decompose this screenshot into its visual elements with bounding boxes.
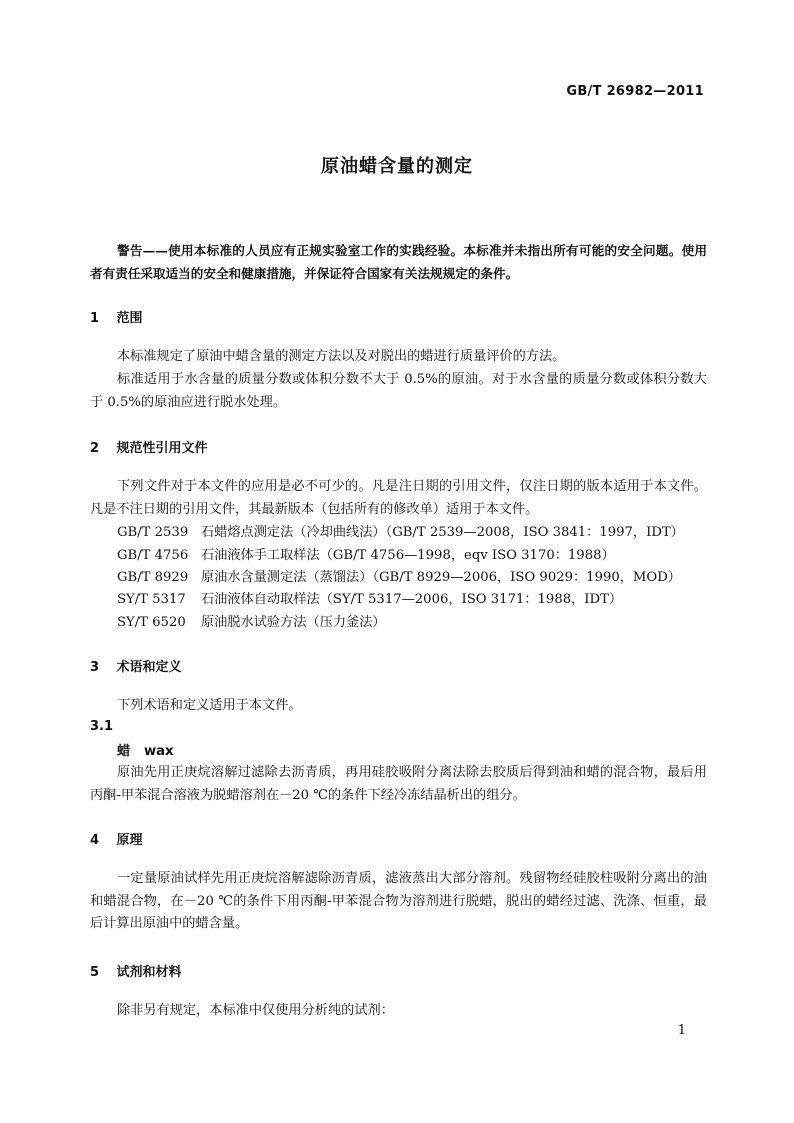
section-number: 4 [90,833,100,848]
term-chinese: 蜡 [117,744,131,759]
section-title: 原理 [116,833,143,848]
warning-text: 警告——使用本标准的人员应有正规实验室工作的实践经验。本标准并未指出所有可能的安全问题。使用者有责任采取适当的安全和健康措施，并保证符合国家有关法规规定的条件。 [90,243,707,281]
reference-code: GB/T 2539 [117,525,189,540]
section-1-heading [90,307,143,326]
section-1-paragraph-2: 标准适用于水含量的质量分数或体积分数不大于 0.5%的原油。对于水含量的质量分数或体积分数大于 0.5%的原油应进行脱水处理。 [90,372,707,410]
reference-row [117,588,622,607]
section-4-heading [90,829,143,848]
reference-code: GB/T 4756 [117,548,189,563]
section-5-paragraph-1: 除非另有规定，本标准中仅使用分析纯的试剂： [117,1003,394,1018]
reference-row [117,566,681,585]
reference-title: 石油液体手工取样法（GB/T 4756—1998，eqv ISO 3170：1988） [201,548,615,563]
page-number: 1 [677,1023,686,1038]
reference-title: 原油水含量测定法（蒸馏法）（GB/T 8929—2006，ISO 9029：1990，MOD） [201,570,681,585]
section-title: 范围 [116,311,143,326]
reference-code: SY/T 5317 [117,592,186,607]
section-4-paragraph-1: 一定量原油试样先用正庚烷溶解滤除沥青质，滤液蒸出大部分溶剂。残留物经硅胶柱吸附分离出的油和蜡混合物，在－20 ℃的条件下用丙酮-甲苯混合物为溶剂进行脱蜡，脱出的蜡经过滤、洗涤、恒重，最后计算出原油中的蜡含量。 [90,871,707,931]
section-number: 3 [90,660,100,675]
reference-title: 石蜡熔点测定法（冷却曲线法）（GB/T 2539—2008，ISO 3841：1997，IDT） [201,525,684,540]
reference-row [117,544,615,563]
section-2-paragraph-1: 下列文件对于本文件的应用是必不可少的。凡是注日期的引用文件，仅注日期的版本适用于本文件。凡是不注日期的引用文件，其最新版本（包括所有的修改单）适用于本文件。 [90,479,707,517]
term-english: wax [143,744,174,759]
reference-row [117,611,386,630]
document-title: 原油蜡含量的测定 [321,156,473,177]
subsection-number: 3.1 [90,719,114,734]
section-5-heading [90,961,182,980]
section-title: 术语和定义 [116,660,182,675]
section-number: 1 [90,311,100,326]
term-definition: 原油先用正庚烷溶解过滤除去沥青质，再用硅胶吸附分离法除去胶质后得到油和蜡的混合物，最后用丙酮-甲苯混合溶液为脱蜡溶剂在－20 ℃的条件下经冷冻结晶析出的组分。 [90,765,707,803]
term-entry [117,740,174,759]
section-title: 规范性引用文件 [116,441,208,456]
section-title: 试剂和材料 [116,965,182,980]
section-2-heading [90,437,208,456]
section-number: 2 [90,441,100,456]
standard-code: GB/T 26982—2011 [566,84,704,99]
section-3-paragraph-1: 下列术语和定义适用于本文件。 [117,698,302,713]
reference-title: 石油液体自动取样法（SY/T 5317—2006，ISO 3171：1988，IDT） [201,592,623,607]
section-1-paragraph-1: 本标准规定了原油中蜡含量的测定方法以及对脱出的蜡进行质量评价的方法。 [117,349,566,364]
section-number: 5 [90,965,100,980]
reference-code: SY/T 6520 [117,615,186,630]
section-3-heading [90,656,182,675]
reference-title: 原油脱水试验方法（压力釜法） [201,615,386,630]
reference-row [117,521,684,540]
reference-code: GB/T 8929 [117,570,189,585]
